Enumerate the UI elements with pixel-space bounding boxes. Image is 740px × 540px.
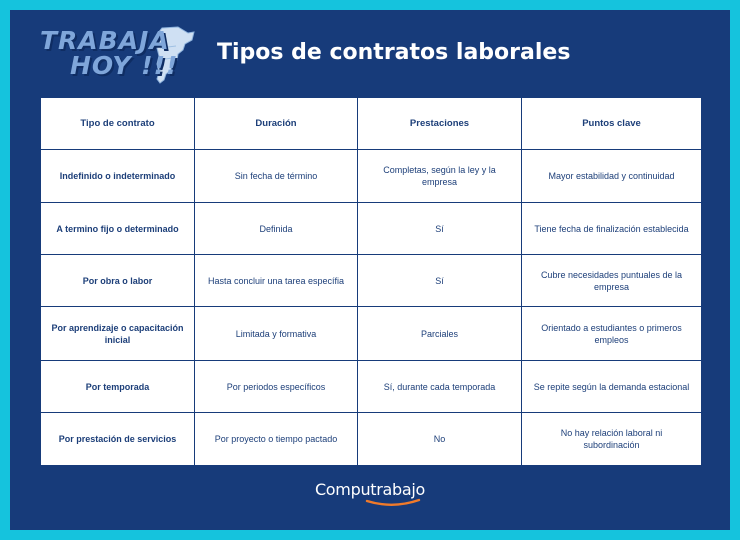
page-title: Tipos de contratos laborales: [217, 40, 571, 65]
cell-duracion: Hasta concluir una tarea específia: [195, 255, 358, 307]
cell-prestaciones: Sí, durante cada temporada: [358, 361, 522, 413]
contracts-table-wrapper: [40, 97, 701, 466]
cell-puntos-clave: Tiene fecha de finalización establecida: [522, 203, 702, 255]
cell-prestaciones: Parciales: [358, 307, 522, 361]
cell-puntos-clave: Orientado a estudiantes o primeros empleos: [522, 307, 702, 361]
table-row: [41, 413, 702, 466]
swoosh-icon: [365, 498, 421, 508]
cell-tipo: Por temporada: [41, 361, 195, 413]
cell-tipo: A termino fijo o determinado: [41, 203, 195, 255]
table-row: [41, 361, 702, 413]
logo-line-2: HOY !!!: [70, 51, 179, 80]
cell-tipo: Por prestación de servicios: [41, 413, 195, 466]
trabaja-hoy-logo: [40, 24, 196, 86]
column-header-tipo: Tipo de contrato: [41, 98, 195, 150]
cell-puntos-clave: Cubre necesidades puntuales de la empresa: [522, 255, 702, 307]
cell-tipo: Por obra o labor: [41, 255, 195, 307]
table-row: [41, 307, 702, 361]
logo-line-1: TRABAJA: [40, 26, 170, 55]
table-header-row: [41, 98, 702, 150]
column-header-puntos-clave: Puntos clave: [522, 98, 702, 150]
cell-duracion: Por proyecto o tiempo pactado: [195, 413, 358, 466]
column-header-prestaciones: Prestaciones: [358, 98, 522, 150]
cell-duracion: Definida: [195, 203, 358, 255]
computrabajo-logo: [10, 480, 730, 500]
cell-puntos-clave: Se repite según la demanda estacional: [522, 361, 702, 413]
cell-prestaciones: Completas, según la ley y la empresa: [358, 150, 522, 203]
cell-duracion: Por periodos específicos: [195, 361, 358, 413]
table-row: [41, 255, 702, 307]
cell-prestaciones: Sí: [358, 203, 522, 255]
table-row: [41, 203, 702, 255]
brand-name: [315, 480, 425, 499]
cell-tipo: Indefinido o indeterminado: [41, 150, 195, 203]
brand-text: Computrabajo: [314, 480, 426, 499]
contracts-table: [40, 97, 702, 466]
cell-tipo: Por aprendizaje o capacitación inicial: [41, 307, 195, 361]
cell-duracion: Sin fecha de término: [195, 150, 358, 203]
column-header-duracion: Duración: [195, 98, 358, 150]
cell-puntos-clave: No hay relación laboral ni subordinación: [522, 413, 702, 466]
cell-prestaciones: No: [358, 413, 522, 466]
cell-puntos-clave: Mayor estabilidad y continuidad: [522, 150, 702, 203]
cell-duracion: Limitada y formativa: [195, 307, 358, 361]
table-row: [41, 150, 702, 203]
cell-prestaciones: Sí: [358, 255, 522, 307]
infographic-card: [10, 10, 730, 530]
